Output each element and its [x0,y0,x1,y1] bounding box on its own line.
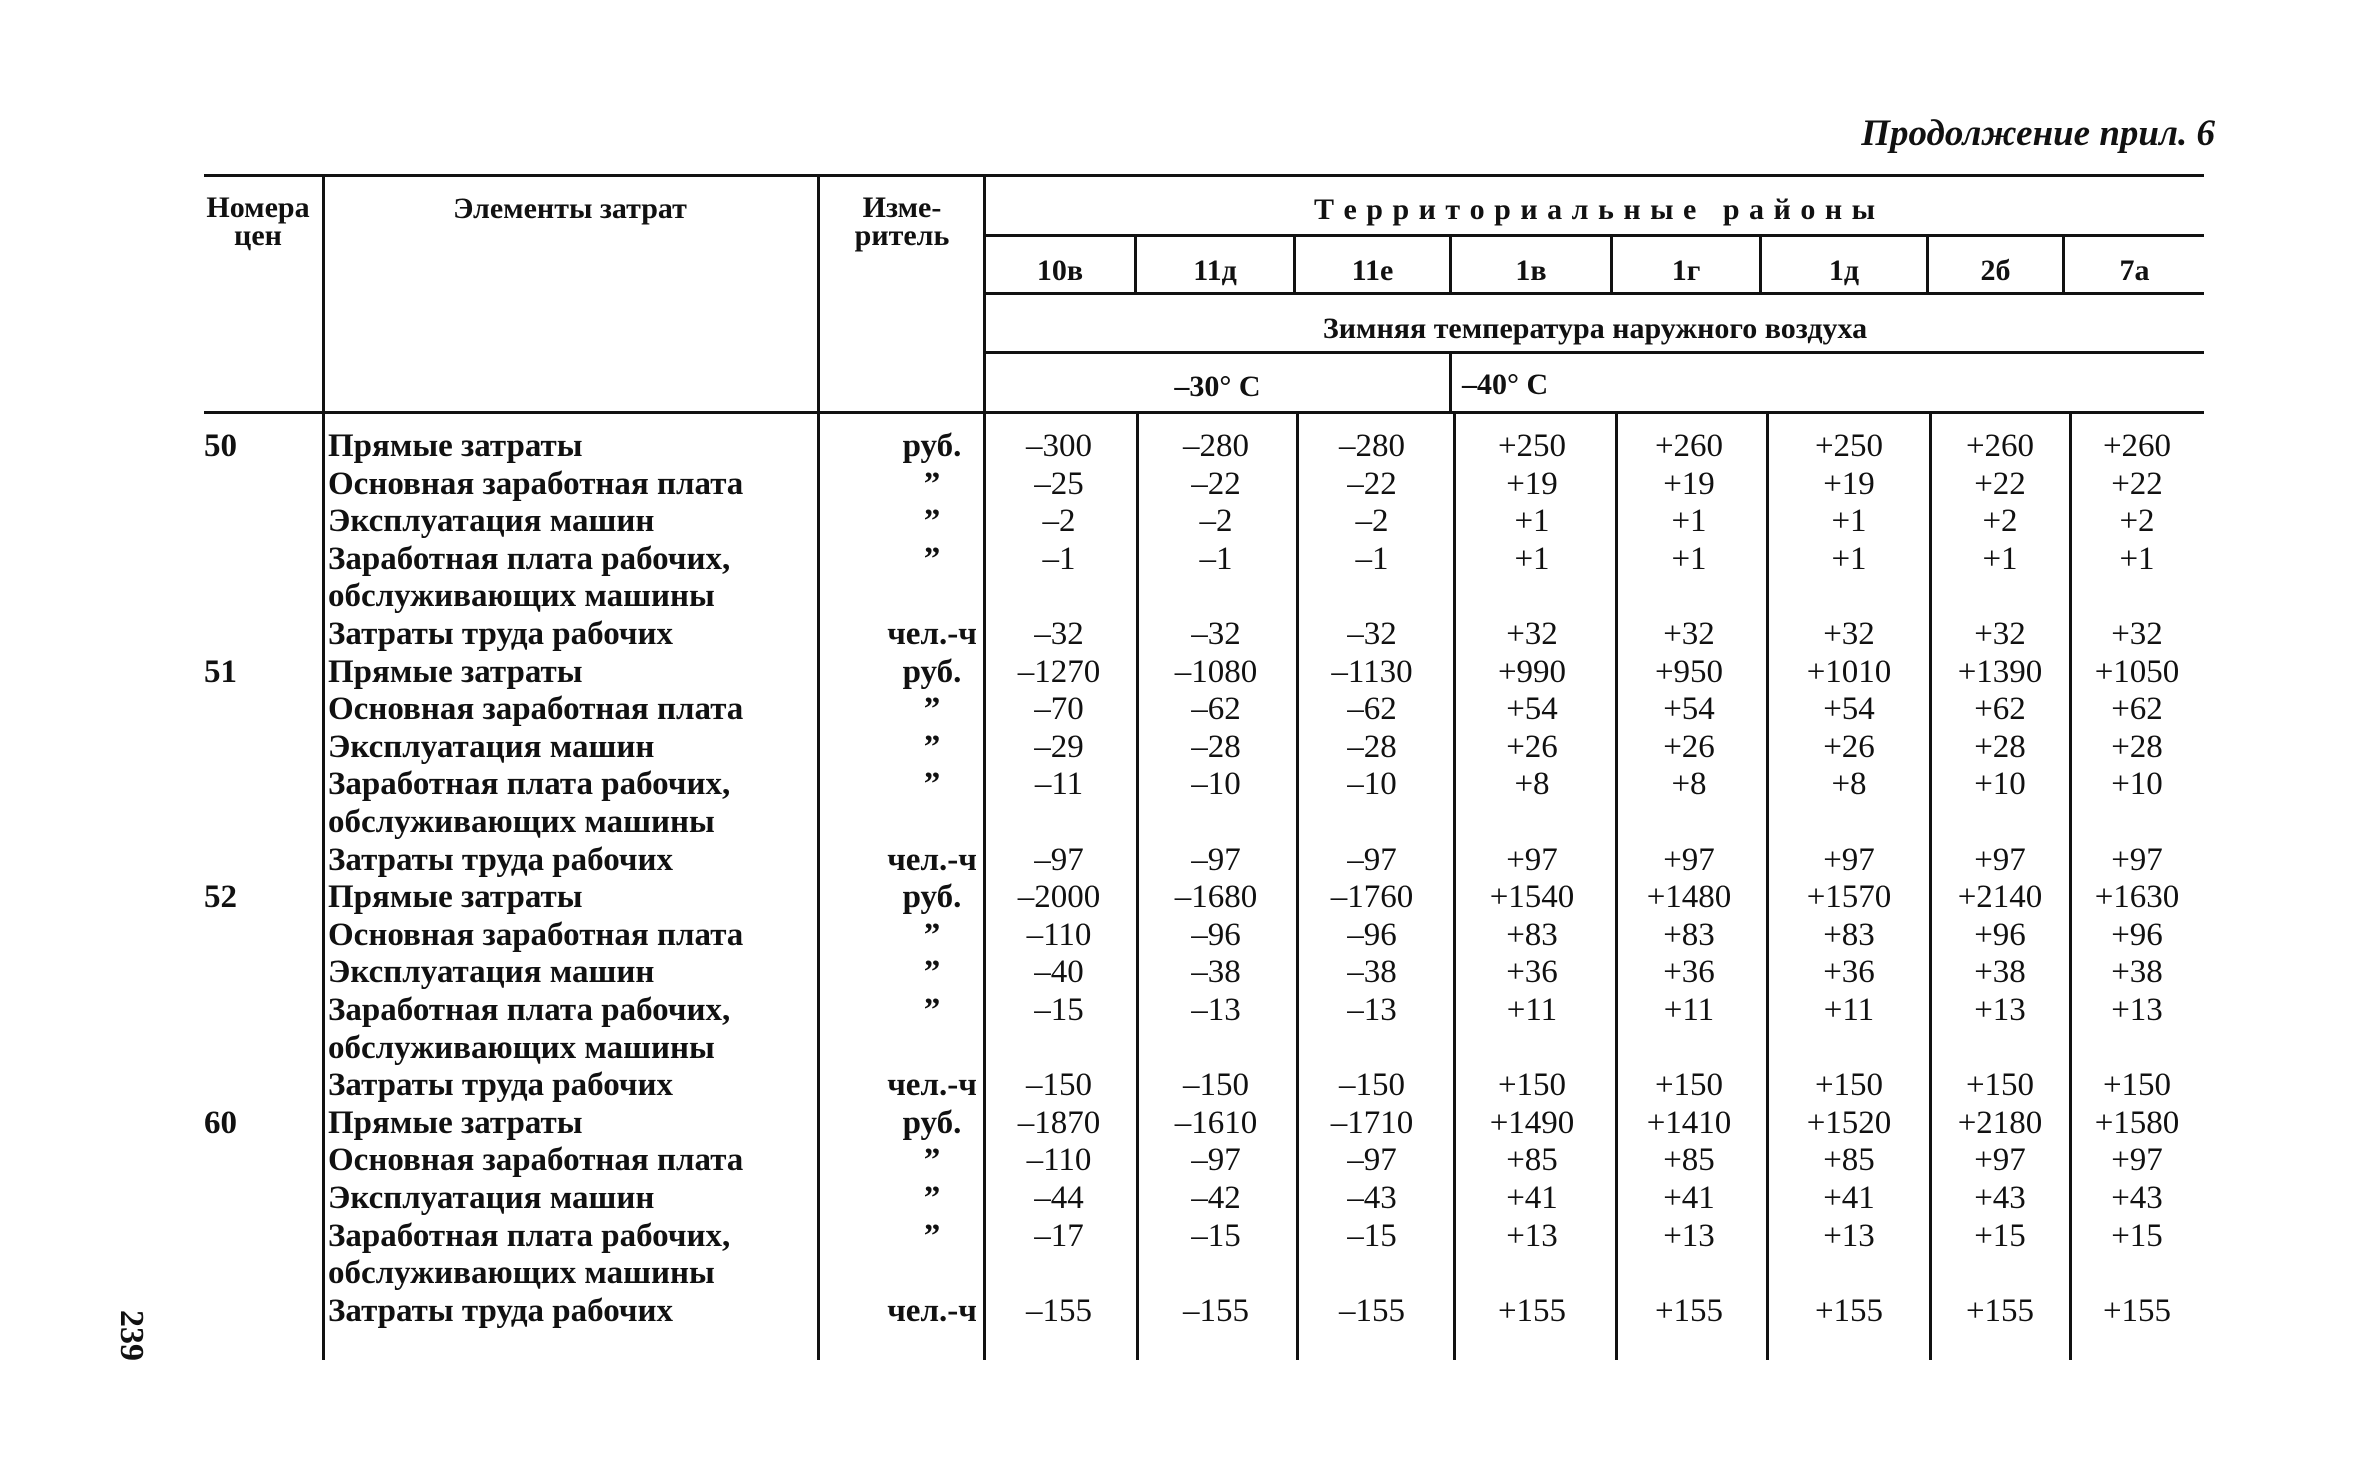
value-cell: +2 [1982,503,2018,540]
value-cell: –155 [1026,1292,1092,1329]
unit-of-measure: ” [923,503,941,540]
value-cell: –15 [1347,1217,1397,1254]
cost-element: Основная заработная плата [328,1142,744,1179]
value-cell: +54 [1823,691,1875,728]
cost-element: Эксплуатация машин [328,1180,655,1216]
value-cell: +155 [1965,1292,2035,1329]
value-cell: –32 [1034,616,1084,652]
value-cell: –44 [1034,1180,1084,1216]
value-cell: +11 [1663,992,1715,1028]
value-cell: +1480 [1646,879,1732,916]
value-cell: +1390 [1957,653,2043,690]
table-row [204,1254,2204,1292]
value-cell: –97 [1034,841,1084,878]
unit-of-measure: руб. [902,879,962,916]
value-cell: –155 [1339,1292,1405,1329]
value-cell: +19 [1506,465,1558,502]
unit-of-measure: ” [923,1180,941,1216]
page-number: 239 [113,1310,150,1361]
value-cell: +83 [1823,916,1875,953]
unit-of-measure: руб. [902,1104,962,1141]
header-temp-minus40: –40° С [1462,368,1549,401]
region-11e: 11е [1351,254,1394,287]
value-cell: +41 [1663,1180,1715,1216]
value-cell: –13 [1191,992,1241,1028]
value-cell: –32 [1347,616,1397,652]
value-cell: –1130 [1331,653,1413,690]
header-bottom-rule [204,411,2204,414]
table-row [204,841,2204,879]
value-cell: +83 [1506,916,1558,953]
value-cell: –280 [1183,428,1249,464]
price-number: 60 [204,1104,237,1141]
value-cell: +28 [1974,728,2026,765]
cost-element: обслуживающих машины [328,1255,715,1292]
value-cell: +97 [2111,1142,2163,1179]
page-caption: Продолжение прил. 6 [1861,113,2215,154]
value-cell: –150 [1026,1067,1092,1104]
unit-of-measure: ” [923,1142,941,1179]
table-row [204,690,2204,728]
unit-of-measure: чел.-ч [887,616,977,652]
cost-element: Затраты труда рабочих [328,616,673,652]
value-cell: +19 [1823,465,1875,502]
unit-of-measure: ” [923,992,941,1028]
table-row [204,540,2204,578]
value-cell: –15 [1191,1217,1241,1254]
table-row [204,953,2204,991]
value-cell: +260 [1965,428,2035,464]
value-cell: +96 [2111,916,2163,953]
value-cell: –97 [1191,1142,1241,1179]
value-cell: –28 [1191,728,1241,765]
header-elements-column: Элементы затрат [453,192,687,225]
value-cell: +2 [2119,503,2155,540]
header-winter-temperature: Зимняя температура наружного воздуха [1322,312,1868,345]
value-cell: +8 [1831,766,1867,803]
value-cell: +260 [2102,428,2172,464]
table-row [204,502,2204,540]
value-cell: +97 [1974,1142,2026,1179]
table-row [204,1066,2204,1104]
value-cell: +1 [1831,540,1867,577]
value-cell: +26 [1663,728,1715,765]
cost-element: Заработная плата рабочих, [328,540,731,577]
value-cell: +32 [1823,616,1875,652]
value-cell: –1610 [1174,1104,1258,1141]
table-row [204,427,2204,465]
value-cell: –1080 [1174,653,1258,690]
value-cell: +1050 [2094,653,2180,690]
cost-element: Затраты труда рабочих [328,841,673,878]
value-cell: +36 [1663,954,1715,991]
value-cell: –1 [1355,540,1389,577]
value-cell: +43 [2111,1180,2163,1216]
value-cell: –280 [1339,428,1405,464]
value-cell: –32 [1191,616,1241,652]
unit-of-measure: руб. [902,653,962,690]
value-cell: +22 [2111,465,2163,502]
cost-element: Эксплуатация машин [328,954,655,991]
region-1v: 1в [1515,254,1547,287]
value-cell: +11 [1823,992,1875,1028]
region-11d: 11д [1193,254,1237,287]
value-cell: +1 [1671,503,1707,540]
value-cell: –29 [1034,728,1084,765]
value-cell: –2000 [1017,879,1101,916]
value-cell: –17 [1034,1217,1084,1254]
value-cell: –1760 [1330,879,1414,916]
value-cell: –110 [1026,1142,1092,1179]
value-cell: –13 [1347,992,1397,1028]
cost-element: обслуживающих машины [328,804,715,840]
value-cell: +41 [1506,1180,1558,1216]
value-cell: +97 [1823,841,1875,878]
value-cell: –11 [1034,766,1084,803]
region-1d: 1д [1828,254,1860,287]
value-cell: +85 [1823,1142,1875,1179]
unit-of-measure: чел.-ч [887,841,977,878]
value-cell: –97 [1347,1142,1397,1179]
value-cell: –1270 [1017,653,1101,690]
value-cell: –42 [1191,1180,1241,1216]
value-cell: +10 [2111,766,2163,803]
table-row [204,765,2204,803]
value-cell: +250 [1497,428,1567,464]
value-cell: +950 [1654,653,1724,690]
value-cell: –2 [1042,503,1076,540]
region-2b: 2б [1980,254,2011,287]
table-row [204,728,2204,766]
value-cell: +13 [1974,992,2026,1028]
value-cell: +155 [1654,1292,1724,1329]
value-cell: +32 [2111,616,2163,652]
value-cell: +8 [1514,766,1550,803]
header-rule-regions [984,292,2204,295]
value-cell: +1490 [1489,1104,1575,1141]
value-cell: –2 [1355,503,1389,540]
col-divider-temp [1449,353,1452,413]
value-cell: +22 [1974,465,2026,502]
header-number-column: Номера цен [206,191,310,252]
cost-element: Затраты труда рабочих [328,1292,673,1329]
table-row [204,1217,2204,1255]
table-row [204,577,2204,615]
cost-element: Прямые затраты [328,428,583,464]
value-cell: –150 [1183,1067,1249,1104]
value-cell: –1 [1199,540,1233,577]
cost-element: Прямые затраты [328,879,583,916]
region-10v: 10в [1036,254,1084,287]
value-cell: –96 [1191,916,1241,953]
value-cell: +1 [2119,540,2155,577]
cost-element: Основная заработная плата [328,916,744,953]
table-row [204,878,2204,916]
table-row [204,1179,2204,1217]
unit-of-measure: ” [923,766,941,803]
value-cell: +1 [1671,540,1707,577]
table-row [204,1292,2204,1330]
region-1g: 1г [1671,254,1701,287]
value-cell: –15 [1034,992,1084,1028]
value-cell: +43 [1974,1180,2026,1216]
value-cell: +8 [1671,766,1707,803]
value-cell: +1520 [1806,1104,1892,1141]
value-cell: –1710 [1330,1104,1414,1141]
cost-element: Заработная плата рабочих, [328,766,731,803]
value-cell: –1680 [1174,879,1258,916]
value-cell: +32 [1663,616,1715,652]
value-cell: +15 [2111,1217,2163,1254]
value-cell: –28 [1347,728,1397,765]
value-cell: +54 [1663,691,1715,728]
region-7a: 7а [2119,254,2150,287]
value-cell: +26 [1506,728,1558,765]
value-cell: +32 [1974,616,2026,652]
value-cell: +1410 [1646,1104,1732,1141]
unit-of-measure: ” [923,916,941,953]
value-cell: +41 [1823,1180,1875,1216]
header-unit-column: Изме- ритель [854,191,950,252]
value-cell: +1540 [1489,879,1575,916]
value-cell: +1630 [2094,879,2180,916]
cost-element: Затраты труда рабочих [328,1067,673,1104]
value-cell: –96 [1347,916,1397,953]
value-cell: +1 [1831,503,1867,540]
value-cell: +1 [1514,503,1550,540]
value-cell: +96 [1974,916,2026,953]
unit-of-measure: чел.-ч [887,1067,977,1104]
value-cell: +1 [1514,540,1550,577]
header-temp-minus30: –30° С [1174,370,1261,403]
unit-of-measure: ” [923,691,941,728]
cost-element: Эксплуатация машин [328,728,655,765]
value-cell: +150 [2102,1067,2172,1104]
value-cell: +54 [1506,691,1558,728]
value-cell: –40 [1034,954,1084,991]
value-cell: +150 [1497,1067,1567,1104]
value-cell: +1570 [1806,879,1892,916]
value-cell: +2140 [1957,879,2043,916]
cost-element: Эксплуатация машин [328,503,655,540]
unit-of-measure: руб. [902,428,962,464]
cost-element: Основная заработная плата [328,465,744,502]
value-cell: +150 [1965,1067,2035,1104]
value-cell: –25 [1034,465,1084,502]
value-cell: +10 [1974,766,2026,803]
unit-of-measure: ” [923,465,941,502]
value-cell: +1 [1982,540,2018,577]
value-cell: +155 [1814,1292,1884,1329]
value-cell: –10 [1347,766,1397,803]
cost-element: Заработная плата рабочих, [328,992,731,1028]
cost-element: обслуживающих машины [328,578,715,615]
value-cell: +97 [1663,841,1715,878]
unit-of-measure: ” [923,540,941,577]
value-cell: –10 [1191,766,1241,803]
unit-of-measure: ” [923,1217,941,1254]
cost-element: Прямые затраты [328,653,583,690]
value-cell: +1580 [2094,1104,2180,1141]
value-cell: +36 [1506,954,1558,991]
unit-of-measure: чел.-ч [887,1292,977,1329]
value-cell: +150 [1654,1067,1724,1104]
value-cell: –300 [1026,428,1092,464]
value-cell: +11 [1506,992,1558,1028]
value-cell: –62 [1191,691,1241,728]
value-cell: +13 [1823,1217,1875,1254]
value-cell: +97 [1506,841,1558,878]
value-cell: –70 [1034,691,1084,728]
table-row [204,653,2204,691]
value-cell: –22 [1191,465,1241,502]
cost-table [204,174,2204,1360]
table-row [204,1029,2204,1067]
header-rule-territorial [984,234,2204,237]
value-cell: +97 [2111,841,2163,878]
cost-element: Основная заработная плата [328,691,744,728]
value-cell: +26 [1823,728,1875,765]
value-cell: +155 [2102,1292,2172,1329]
cost-element: Заработная плата рабочих, [328,1217,731,1254]
value-cell: +32 [1506,616,1558,652]
value-cell: +13 [1663,1217,1715,1254]
price-number: 52 [204,879,237,916]
value-cell: +38 [1974,954,2026,991]
value-cell: +38 [2111,954,2163,991]
cost-element: Прямые затраты [328,1104,583,1141]
value-cell: +85 [1506,1142,1558,1179]
header-territorial-districts: Т е р р и т о р и а л ь н ы е р а й о н ы [1313,193,1877,226]
value-cell: +2180 [1957,1104,2043,1141]
unit-of-measure: ” [923,954,941,991]
table-row [204,465,2204,503]
value-cell: +83 [1663,916,1715,953]
value-cell: –150 [1339,1067,1405,1104]
value-cell: –155 [1183,1292,1249,1329]
table-row [204,1104,2204,1142]
value-cell: +28 [2111,728,2163,765]
value-cell: +155 [1497,1292,1567,1329]
value-cell: +260 [1654,428,1724,464]
table-row [204,1141,2204,1179]
value-cell: +19 [1663,465,1715,502]
value-cell: +15 [1974,1217,2026,1254]
value-cell: +62 [2111,691,2163,728]
value-cell: –62 [1347,691,1397,728]
value-cell: +250 [1814,428,1884,464]
price-number: 51 [204,653,237,690]
value-cell: –97 [1191,841,1241,878]
value-cell: –43 [1347,1180,1397,1216]
value-cell: +13 [2111,992,2163,1028]
value-cell: –97 [1347,841,1397,878]
table-row [204,615,2204,653]
value-cell: –38 [1347,954,1397,991]
value-cell: +13 [1506,1217,1558,1254]
table-row [204,803,2204,841]
table-top-rule [204,174,2204,177]
table-row [204,991,2204,1029]
cost-element: обслуживающих машины [328,1029,715,1066]
value-cell: +85 [1663,1142,1715,1179]
value-cell: –22 [1347,465,1397,502]
value-cell: +150 [1814,1067,1884,1104]
value-cell: –2 [1199,503,1233,540]
price-number: 50 [204,428,237,464]
value-cell: –1 [1042,540,1076,577]
table-body [204,427,2204,1347]
value-cell: –38 [1191,954,1241,991]
value-cell: +1010 [1806,653,1892,690]
value-cell: +990 [1497,653,1567,690]
value-cell: +36 [1823,954,1875,991]
value-cell: +62 [1974,691,2026,728]
value-cell: +97 [1974,841,2026,878]
value-cell: –1870 [1017,1104,1101,1141]
unit-of-measure: ” [923,728,941,765]
header-rule-winter [984,351,2204,354]
table-row [204,916,2204,954]
value-cell: –110 [1026,916,1092,953]
